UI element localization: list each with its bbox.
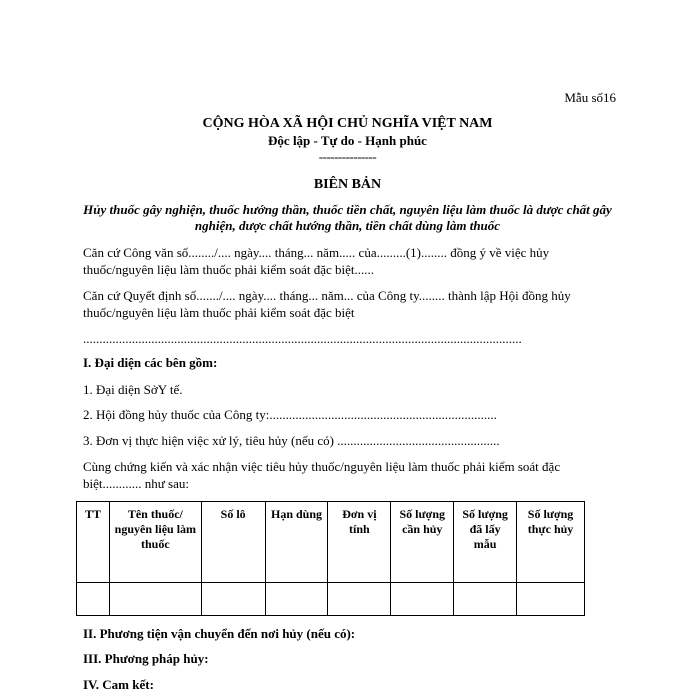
table-cell [265,583,328,616]
table-cell [201,583,265,616]
representative-item-3: 3. Đơn vị thực hiện việc xử lý, tiêu hủy (nếu có) .................................................. [83,433,500,448]
motto: Độc lập - Tự do - Hạnh phúc [268,133,427,148]
document-title: BIÊN BẢN [313,177,382,192]
section-1-heading: I. Đại diện các bên gồm: [83,355,218,370]
table-cell [77,583,110,616]
witness-paragraph: Cùng chứng kiến và xác nhận việc tiêu hủy thuốc/nguyên liệu làm thuốc phải kiểm soát đặc biệt............ như sau: [83,459,561,491]
col-header-unit: Đơn vị tính [328,502,391,583]
col-header-expiry: Hạn dùng [265,502,328,583]
table-cell [109,583,201,616]
section-4-heading: IV. Cam kết: [83,677,154,692]
table-cell [454,583,517,616]
col-header-tt: TT [77,502,110,583]
col-header-qty-sampled: Số lượng đã lấy mẫu [454,502,517,583]
table-header-row [77,502,585,583]
col-header-qty-to-destroy: Số lượng cần hủy [391,502,454,583]
col-header-batch: Số lô [201,502,265,583]
section-2-heading: II. Phương tiện vận chuyển đến nơi hủy (nếu có): [83,626,356,641]
basis-paragraph-1: Căn cứ Công văn số......../.... ngày.... tháng... năm..... của.........(1)........ đồng ý về việc hủy thuốc/nguyên liệu làm thuốc phải kiểm soát đặc biệt...... [83,245,550,277]
form-code: Mẫu số16 [564,90,616,105]
table-row [77,583,585,616]
col-header-qty-destroyed: Số lượng thực hủy [517,502,585,583]
table-cell [328,583,391,616]
nation-title: CỘNG HÒA XÃ HỘI CHỦ NGHĨA VIỆT NAM [202,116,493,131]
col-header-drug-name: Tên thuốc/ nguyên liệu làm thuốc [109,502,201,583]
header-separator: --------------- [318,149,377,164]
section-3-heading: III. Phương pháp hủy: [83,651,209,666]
table-cell [517,583,585,616]
table-cell [391,583,454,616]
representative-item-2: 2. Hội đồng hủy thuốc của Công ty:...................................................................... [83,407,497,422]
document-subtitle: Hủy thuốc gây nghiện, thuốc hướng thần, thuốc tiền chất, nguyên liệu làm thuốc là dược chất gây nghiện, dược chất hướng thần, tiền chất dùng làm thuốc [83,202,612,233]
dotted-fill-line: ....................................................................................................................................... [83,331,522,346]
destruction-table [76,501,585,616]
representative-item-1: 1. Đại diện SởY tế. [83,382,183,397]
basis-paragraph-2: Căn cứ Quyết định số......./.... ngày.... tháng... năm... của Công ty........ thành lập Hội đồng hủy thuốc/nguyên liệu làm thuốc phải kiểm soát đặc biệt [83,288,571,320]
